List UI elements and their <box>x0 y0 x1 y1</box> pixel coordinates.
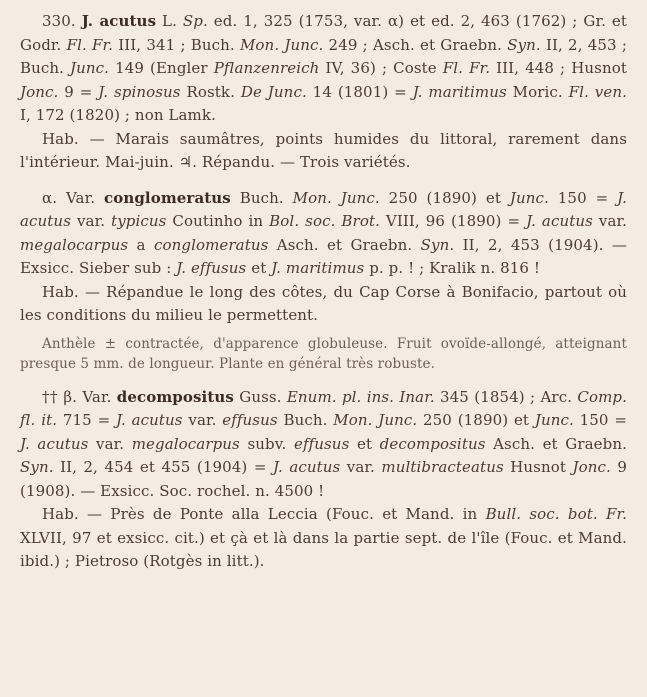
variety-name: decompositus <box>116 387 234 406</box>
species-entry-acutus: 330. J. acutus L. Sp. ed. 1, 325 (1753, var. α) et ed. 2, 463 (1762) ; Gr. et Godr. Fl. Fr. III, 341 ; Buch. Mon. Junc. 249 ; Asch. et Graebn. Syn. II, 2, 453 ; Buch. Junc. 149 (Engler Pflanzenreich IV, 36) ; Coste Fl. Fr. III, 448 ; Husnot Jonc. 9 = J. spinosus Rostk. De Junc. 14 (1801) = J. maritimus Moric. Fl. ven. I, 172 (1820) ; non Lamk. <box>20 12 627 124</box>
spacer <box>20 175 627 187</box>
variety-name: conglomeratus <box>103 188 231 207</box>
variety-alpha-entry: α. Var. conglomeratus Buch. Mon. Junc. 250 (1890) et Junc. 150 = J. acutus var. typicus Coutinho in Bol. soc. Brot. VIII, 96 (1890) = J. acutus var. megalocarpus a conglomeratus Asch. et Graebn. Syn. II, 2, 453 (1904). — Exsicc. Sieber sub : J. effusus et J. maritimus p. p. ! ; Kralik n. 816 ! <box>20 188 628 277</box>
spacer <box>20 374 627 386</box>
variety-beta-habitat: Hab. — Près de Ponte alla Leccia (Fouc. et Mand. in Bull. soc. bot. Fr. XLVII, 97 et exsicc. cit.) et çà et là dans la partie sept. de l'île (Fouc. et Mand. ibid.) ; Pietroso (Rotgès in litt.). <box>20 505 627 570</box>
variety-beta-entry: †† β. Var. decompositus Guss. Enum. pl. ins. Inar. 345 (1854) ; Arc. Comp. fl. it. 715 = J. acutus var. effusus Buch. Mon. Junc. 250 (1890) et Junc. 150 = J. acutus var. megalocarpus subv. effusus et decompositus Asch. et Graebn. Syn. II, 2, 454 et 455 (1904) = J. acutus var. multibracteatus Husnot Jonc. 9 (1908). — Exsicc. Soc. rochel. n. 4500 ! <box>20 387 628 500</box>
species-name: J. acutus <box>81 12 157 30</box>
habitat-paragraph: Hab. — Marais saumâtres, points humides du littoral, rarement dans l'intérieur. Mai-juin. ♃. Répandu. — Trois variétés. <box>20 129 627 171</box>
variety-alpha-habitat: Hab. — Répandue le long des côtes, du Cap Corse à Bonifacio, partout où les conditions du milieu le permettent. <box>20 282 627 324</box>
variety-alpha-description: Anthèle ± contractée, d'apparence globuleuse. Fruit ovoïde-allongé, atteignant presque 5 mm. de longueur. Plante en général très robuste. <box>20 335 627 372</box>
entry-number: 330. <box>42 12 82 30</box>
